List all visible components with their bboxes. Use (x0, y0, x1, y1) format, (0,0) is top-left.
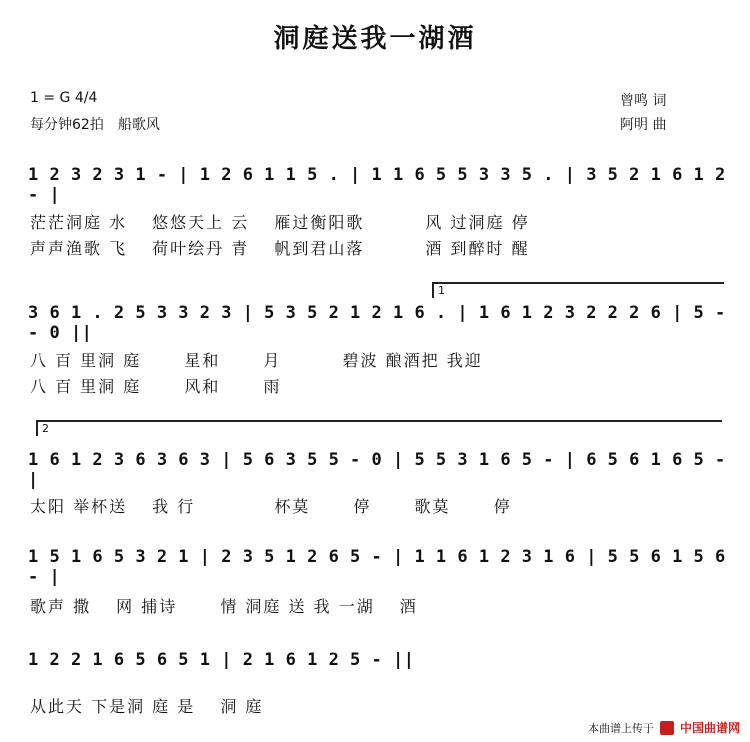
composer-credit: 阿明 曲 (620, 117, 667, 133)
second-ending-number: 2 (42, 422, 49, 435)
lyric-line-1a: 茫茫洞庭 水 悠悠天上 云 雁过衡阳歌 风 过洞庭 停 (30, 213, 530, 232)
key-time-signature: 1 = G 4/4 (30, 90, 98, 106)
site-watermark (588, 719, 740, 736)
notation-line-3: 1 6 1 2 3 6 3 6 3 | 5 6 3 5 5 - 0 | 5 5 3 1 6 5 - | 6 5 6 1 6 5 - | (28, 450, 726, 490)
lyricist-credit: 曾鸣 词 (620, 93, 667, 109)
lyric-line-4: 歌声 撒 网 捕诗 情 洞庭 送 我 一湖 酒 (30, 597, 418, 616)
upload-note: 本曲谱上传于 (587, 721, 654, 735)
lyric-line-3: 太阳 举杯送 我 行 杯莫 停 歌莫 停 (30, 497, 512, 516)
first-ending-number: 1 (438, 284, 445, 297)
lyric-line-5: 从此天 下是洞 庭 是 洞 庭 (30, 697, 264, 716)
notation-line-5: 1 2 2 1 6 5 6 5 1 | 2 1 6 1 2 5 - || (28, 650, 415, 670)
lyric-line-1b: 声声渔歌 飞 荷叶绘丹 青 帆到君山落 酒 到醉时 醒 (30, 239, 530, 258)
site-logo-icon (660, 721, 674, 735)
notation-line-1: 1 2 3 2 3 1 - | 1 2 6 1 1 5 . | 1 1 6 5 5 3 3 5 . | 3 5 2 1 6 1 2 - | (28, 165, 726, 205)
lyric-line-2b: 八 百 里洞 庭 风和 雨 (30, 377, 282, 396)
notation-line-2: 3 6 1 . 2 5 3 3 2 3 | 5 3 5 2 1 2 1 6 . | 1 6 1 2 3 2 2 2 6 | 5 - - 0 || (28, 303, 726, 343)
first-ending-bracket (432, 282, 724, 298)
notation-line-4: 1 5 1 6 5 3 2 1 | 2 3 5 1 2 6 5 - | 1 1 6 1 2 3 1 6 | 5 5 6 1 5 6 - | (28, 547, 726, 587)
site-name: 中国曲谱网 (679, 721, 740, 735)
song-title: 洞庭送我一湖酒 (273, 24, 477, 54)
second-ending-bracket (36, 420, 722, 436)
lyric-line-2a: 八 百 里洞 庭 星和 月 碧波 酿酒把 我迎 (30, 351, 483, 370)
tempo-style: 每分钟62拍 船歌风 (30, 117, 160, 133)
